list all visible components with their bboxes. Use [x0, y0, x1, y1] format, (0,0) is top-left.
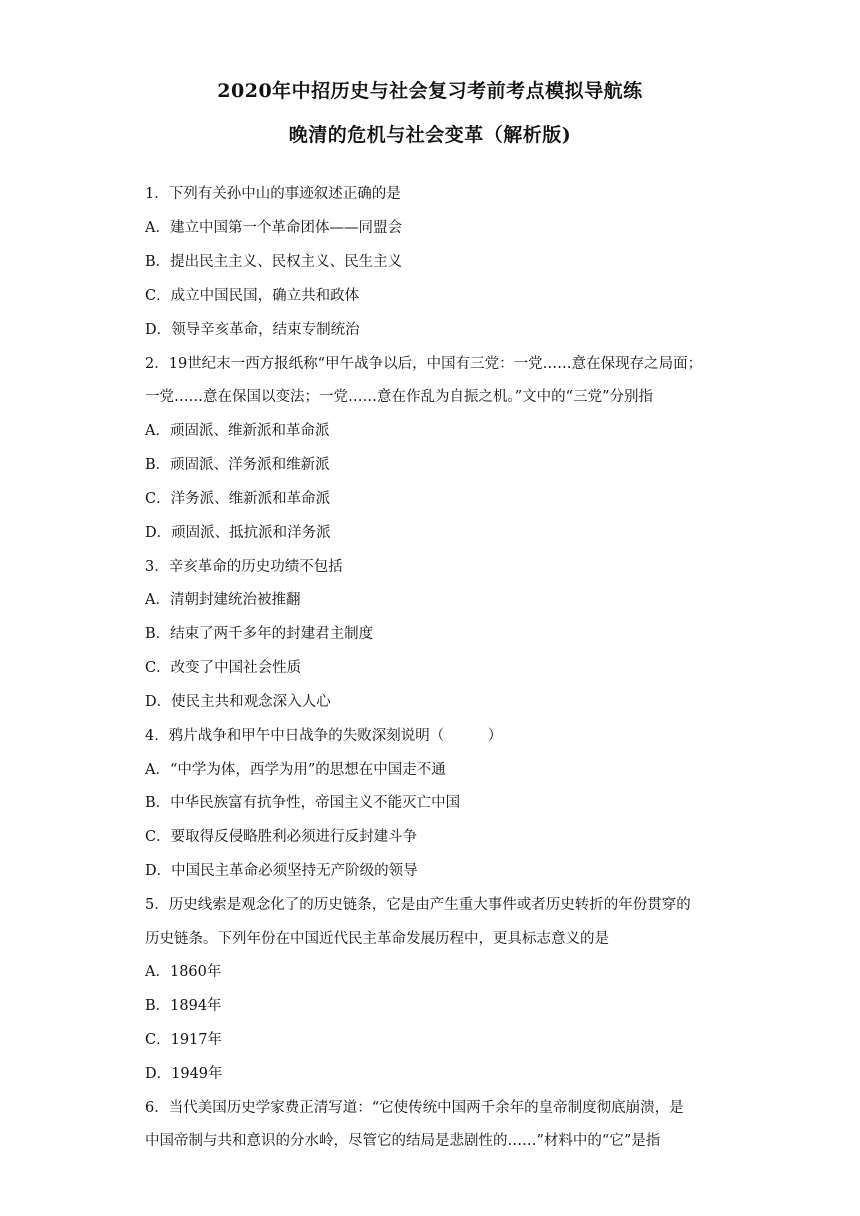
document-title: 2020年中招历史与社会复习考前考点模拟导航练 [217, 80, 643, 102]
question-2-option-b: B．顽固派、洋务派和维新派 [145, 457, 330, 473]
question-1-option-a: A．建立中国第一个革命团体——同盟会 [145, 220, 402, 236]
question-3-stem: 3．辛亥革命的历史功绩不包括 [145, 559, 343, 575]
question-4-stem: 4．鸦片战争和甲午中日战争的失败深刻说明（ ） [145, 728, 503, 744]
question-2-option-d: D．顽固派、抵抗派和洋务派 [145, 525, 331, 541]
question-1-option-d: D．领导辛亥革命，结束专制统治 [145, 322, 360, 338]
question-4-option-d: D．中国民主革命必须坚持无产阶级的领导 [145, 863, 418, 879]
question-5-option-b: B．1894年 [145, 998, 222, 1014]
question-1-option-c: C．成立中国民国，确立共和政体 [145, 288, 360, 304]
question-4-option-c: C．要取得反侵略胜利必须进行反封建斗争 [145, 829, 418, 845]
question-1-option-b: B．提出民主主义、民权主义、民生主义 [145, 254, 403, 270]
question-2-stem-line-2: 一党……意在保国以变法；一党……意在作乱为自振之机。”文中的“三党”分别指 [145, 389, 653, 405]
question-5-stem-line-1: 5．历史线索是观念化了的历史链条，它是由产生重大事件或者历史转折的年份贯穿的 [145, 897, 691, 913]
question-5-option-a: A．1860年 [145, 964, 222, 980]
question-5-stem-line-2: 历史链条。下列年份在中国近代民主革命发展历程中，更具标志意义的是 [145, 931, 609, 947]
question-3-option-c: C．改变了中国社会性质 [145, 660, 302, 676]
question-3-option-b: B．结束了两千多年的封建君主制度 [145, 626, 374, 642]
question-2-option-c: C．洋务派、维新派和革命派 [145, 491, 331, 507]
question-3-option-d: D．使民主共和观念深入人心 [145, 694, 331, 710]
question-2-stem-line-1: 2．19世纪末一西方报纸称“甲午战争以后，中国有三党：一党……意在保现存之局面； [145, 356, 703, 372]
question-1-stem: 1．下列有关孙中山的事迹叙述正确的是 [145, 186, 401, 202]
document-subtitle: 晚清的危机与社会变革（解析版) [288, 124, 572, 146]
question-5-option-d: D．1949年 [145, 1066, 223, 1082]
question-4-option-b: B．中华民族富有抗争性，帝国主义不能灭亡中国 [145, 795, 461, 811]
question-2-option-a: A．顽固派、维新派和革命派 [145, 423, 330, 439]
question-6-stem-line-2: 中国帝制与共和意识的分水岭，尽管它的结局是悲剧性的……”材料中的“它”是指 [145, 1133, 661, 1149]
question-3-option-a: A．清朝封建统治被推翻 [145, 592, 301, 608]
question-4-option-a: A．“中学为体，西学为用”的思想在中国走不通 [145, 762, 446, 778]
question-5-option-c: C．1917年 [145, 1032, 222, 1048]
question-6-stem-line-1: 6．当代美国历史学家费正清写道：“它使传统中国两千余年的皇帝制度彻底崩溃，是 [145, 1100, 684, 1116]
